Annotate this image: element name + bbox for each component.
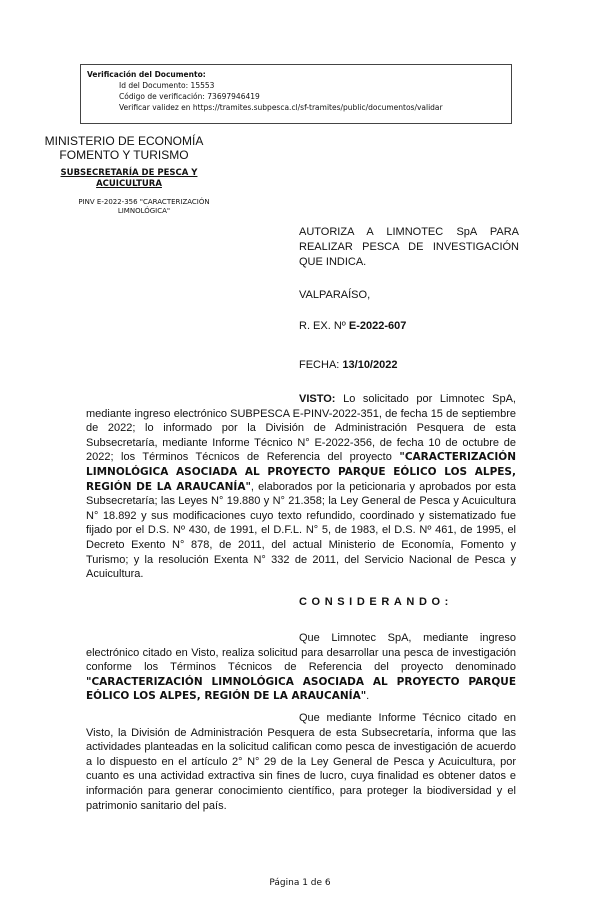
page-footer: Página 1 de 6 — [269, 878, 331, 888]
fecha-value: 13/10/2022 — [342, 359, 398, 371]
pinv-reference — [54, 198, 234, 216]
considerando-2-text: Que mediante Informe Técnico citado en Visto, la División de Administración Pesquera de esta Subsecretaría, informa que las actividades planteadas en la solicitud califican como pesca de investigación de acuerdo a lo dispuesto en el artículo 2° N° 29 de la Ley General de Pesca y Acuicultura, por cuanto es una actividad extractiva sin fines de lucro, cuya finalidad es obtener datos e información para generar conocimiento científico, para proteger la biodiversidad y el patrimonio sanitario del país. — [86, 712, 516, 812]
resolution-number — [299, 320, 406, 332]
pinv-line-2: LIMNOLÓGICA" — [117, 207, 171, 215]
considerando-heading: CONSIDERANDO: — [299, 596, 453, 608]
verification-list — [87, 80, 505, 113]
resolution-subject: AUTORIZA A LIMNOTEC SpA PARA REALIZAR PESCA DE INVESTIGACIÓN QUE INDICA. — [299, 226, 519, 268]
subsecretaria-line-2: ACUICULTURA — [96, 179, 162, 189]
considerando-paragraph-2 — [86, 711, 516, 813]
verification-code: • Código de verificación: 73697946419 — [119, 91, 505, 102]
resolution-city: VALPARAÍSO, — [299, 289, 371, 301]
ministry-line-1: MINISTERIO DE ECONOMÍA — [44, 134, 204, 148]
fecha-label: FECHA: — [299, 359, 343, 371]
rex-number: E-2022-607 — [348, 320, 407, 332]
visto-paragraph — [86, 392, 516, 582]
visto-project-name: "CARACTERIZACIÓN LIMNOLÓGICA ASOCIADA AL PROYECTO PARQUE EÓLICO LOS ALPES, REGIÓN DE LA ARAUCANÍA" — [86, 451, 516, 493]
pinv-line-1: PINV E-2022-356 "CARACTERIZACIÓN — [78, 198, 210, 206]
visto-label: VISTO: — [299, 393, 336, 405]
verification-title: Verificación del Documento: — [87, 70, 206, 79]
considerando-1-project: "CARACTERIZACIÓN LIMNOLÓGICA ASOCIADA AL PROYECTO PARQUE EÓLICO LOS ALPES, REGIÓN DE LA ARAUCANÍA" — [86, 675, 516, 703]
ministry-name — [40, 134, 208, 162]
subsecretaria-line-1: SUBSECRETARÍA DE PESCA Y — [60, 168, 198, 178]
considerando-paragraph-1 — [86, 631, 516, 704]
subsecretaria-name — [54, 168, 204, 190]
visto-text-before: Lo solicitado por Limnotec SpA, mediante ingreso electrónico SUBPESCA E-PINV-2022-351, de fecha 15 de septiembre de 2022; lo informado por la División de Administración Pesquera de esta Subsecretaría, mediante Informe Técnico N° E-2022-356, de fecha 10 de octubre de 2022; los Términos Técnicos de Referencia del proyecto — [86, 393, 516, 464]
verification-link[interactable]: • Verificar validez en https://tramites.subpesca.cl/sf-tramites/public/documentos/validar — [119, 102, 505, 113]
ministry-line-2: FOMENTO Y TURISMO — [59, 148, 189, 162]
rex-label: R. EX. Nº — [299, 320, 349, 332]
considerando-1-end: . — [366, 690, 370, 703]
resolution-date — [299, 359, 397, 371]
verification-id: • Id del Documento: 15553 — [119, 80, 505, 91]
visto-text-after: , elaborados por la peticionaria y aprobados por esta Subsecretaría; las Leyes N° 19.880 y N° 21.358; la Ley General de Pesca y Acuicultura N° 18.892 y sus modificaciones cuyo texto refundido, coordinado y sistematizado fue fijado por el D.S. Nº 430, de 1991, el D.F.L. N° 5, de 1983, el D.S. Nº 461, de 1995, el Decreto Exento N° 878, de 2011, del actual Ministerio de Economía, Fomento y Turismo; y la resolución Exenta N° 332 de 2011, del Servicio Nacional de Pesca y Acuicultura. — [86, 480, 516, 581]
verification-box — [80, 64, 512, 124]
considerando-1-text: Que Limnotec SpA, mediante ingreso electrónico citado en Visto, realiza solicitud para desarrollar una pesca de investigación conforme los Términos Técnicos de Referencia del proyecto denominado — [86, 632, 516, 674]
